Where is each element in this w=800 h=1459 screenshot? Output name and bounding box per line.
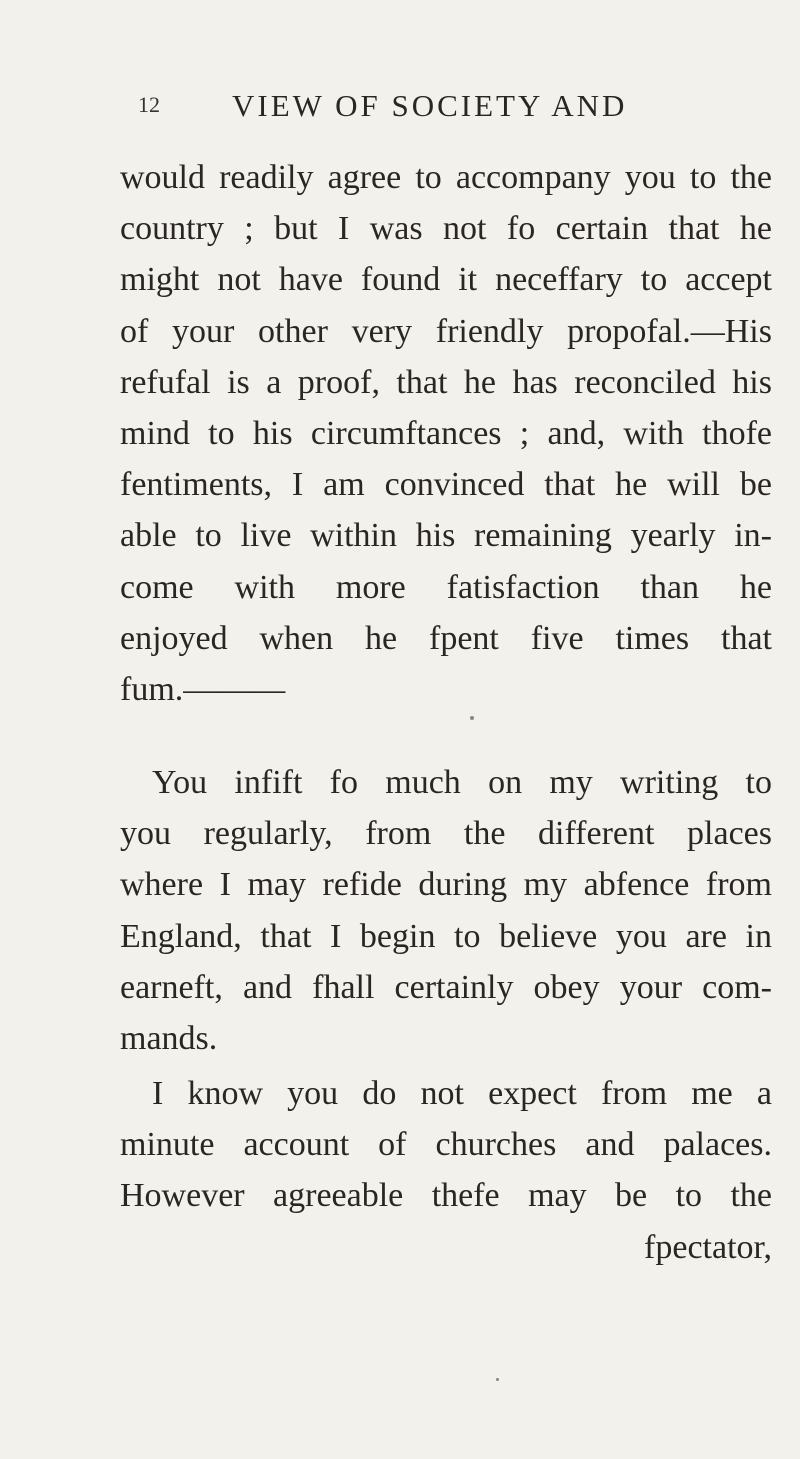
text-line: England, that I begin to believe you are in xyxy=(120,917,772,955)
text-line: fum.——— xyxy=(120,670,286,708)
paragraph-3 xyxy=(120,1068,772,1273)
paragraph-1 xyxy=(120,152,772,715)
text-line: of your other very friendly propofal.—His xyxy=(120,312,772,350)
text-line: You infift fo much on my writing to xyxy=(152,764,772,801)
text-line: enjoyed when he fpent five times that xyxy=(120,619,772,657)
text-line: come with more fatisfaction than he xyxy=(120,568,772,606)
catchword: fpectator, xyxy=(644,1228,772,1266)
text-line: fentiments, I am convinced that he will be xyxy=(120,466,772,504)
paper-speck xyxy=(470,716,474,720)
text-line: might not have found it neceffary to accept xyxy=(120,261,772,299)
text-line: would readily agree to accompany you to the xyxy=(120,159,772,196)
text-line: you regularly, from the different places xyxy=(120,815,772,853)
running-head xyxy=(0,88,800,128)
page-number: 12 xyxy=(138,92,160,117)
paper-speck xyxy=(496,1378,499,1381)
running-title: VIEW OF SOCIETY AND xyxy=(232,88,628,123)
text-line: earneft, and fhall certainly obey your com- xyxy=(120,968,772,1006)
text-line: country ; but I was not fo certain that he xyxy=(120,210,772,248)
text-line: minute account of churches and palaces. xyxy=(120,1126,772,1164)
text-line: mands. xyxy=(120,1019,218,1057)
text-line: refufal is a proof, that he has reconciled his xyxy=(120,363,772,401)
paragraph-2 xyxy=(120,757,772,1064)
text-line: where I may refide during my abfence from xyxy=(120,866,772,904)
text-line: able to live within his remaining yearly in- xyxy=(120,517,772,555)
text-line: However agreeable thefe may be to the xyxy=(120,1177,772,1215)
text-line: I know you do not expect from me a xyxy=(152,1075,772,1112)
text-line: mind to his circumftances ; and, with thofe xyxy=(120,414,772,452)
